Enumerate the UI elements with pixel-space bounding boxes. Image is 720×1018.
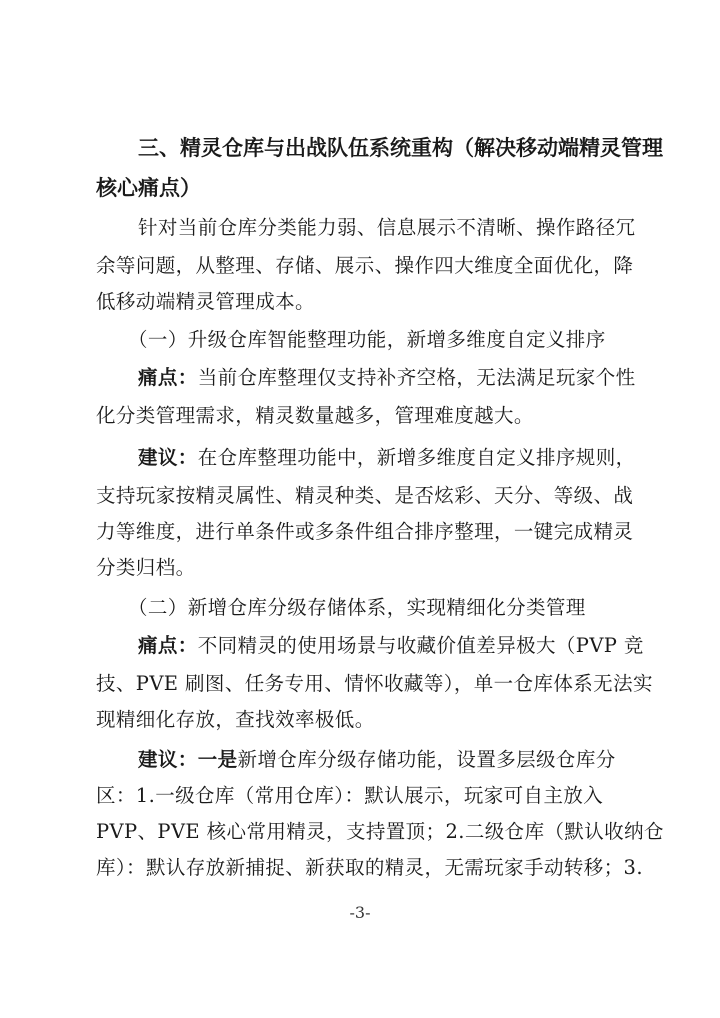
subsection-1-suggestion-line-4: 分类归档。 <box>96 556 196 579</box>
suggestion-label: 建议： <box>138 446 198 469</box>
suggestion-label: 建议： <box>138 748 198 771</box>
section-title-line-2: 核心痛点） <box>96 176 201 200</box>
pain-label: 痛点： <box>138 366 198 389</box>
subsection-1-pain-line-1 <box>0 358 720 398</box>
page-number: -3- <box>349 903 371 922</box>
subsection-2-pain-line-1 <box>0 626 720 666</box>
subsection-2-suggestion-line-4: 库）：默认存放新捕捉、新获取的精灵，无需玩家手动转移；3. <box>96 856 643 879</box>
subsection-2-suggestion-line-3: PVP、PVE 核心常用精灵，支持置顶；2.二级仓库（默认收纳仓 <box>96 820 664 843</box>
pain-label: 痛点： <box>138 634 198 657</box>
pain-text: 不同精灵的使用场景与收藏价值差异极大（PVP 竞 <box>197 634 644 657</box>
section-title-line-1: 三、精灵仓库与出战队伍系统重构（解决移动端精灵管理 <box>138 136 663 160</box>
suggestion-text: 在仓库整理功能中，新增多维度自定义排序规则， <box>197 446 636 469</box>
subsection-2-pain-line-3: 现精细化存放，查找效率极低。 <box>96 708 375 731</box>
subsection-1-suggestion-line-1 <box>0 438 720 478</box>
intro-line-3: 低移动端精灵管理成本。 <box>96 290 315 313</box>
subsection-2-suggestion-line-2: 区：1.一级仓库（常用仓库）：默认展示，玩家可自主放入 <box>96 784 604 807</box>
subsection-2-title: （二）新增仓库分级存储体系，实现精细化分类管理 <box>128 596 586 619</box>
intro-line-1: 针对当前仓库分类能力弱、信息展示不清晰、操作路径冗 <box>138 216 636 239</box>
pain-text: 当前仓库整理仅支持补齐空格，无法满足玩家个性 <box>197 366 636 389</box>
subsection-2-suggestion-line-1 <box>0 740 720 780</box>
subsection-1-title: （一）升级仓库智能整理功能，新增多维度自定义排序 <box>128 328 606 351</box>
suggestion-text: 新增仓库分级存储功能，设置多层级仓库分 <box>237 748 616 771</box>
subsection-1-suggestion-line-2: 支持玩家按精灵属性、精灵种类、是否炫彩、天分、等级、战 <box>96 484 634 507</box>
subsection-1-suggestion-line-3: 力等维度，进行单条件或多条件组合排序整理，一键完成精灵 <box>96 520 634 543</box>
suggestion-emphasis: 一是 <box>197 748 238 771</box>
subsection-2-pain-line-2: 技、PVE 刷图、任务专用、情怀收藏等），单一仓库体系无法实 <box>96 672 653 695</box>
intro-line-2: 余等问题，从整理、存储、展示、操作四大维度全面优化，降 <box>96 254 634 277</box>
subsection-1-pain-line-2: 化分类管理需求，精灵数量越多，管理难度越大。 <box>96 404 534 427</box>
